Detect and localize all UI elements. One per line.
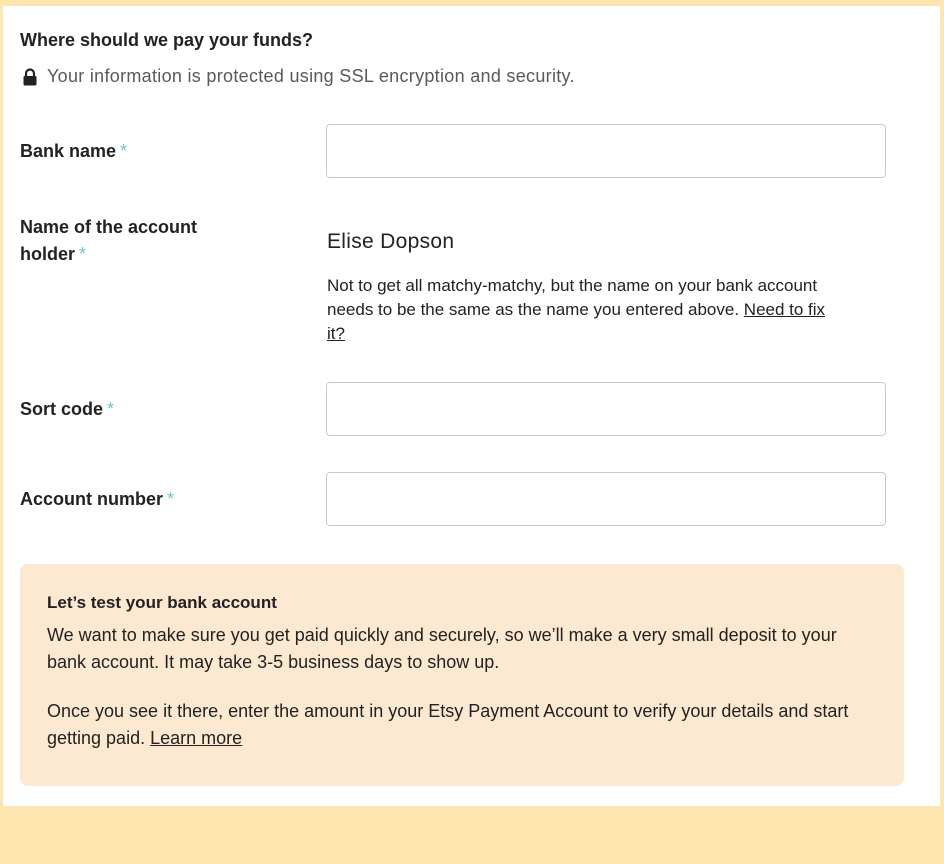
required-marker: * — [167, 489, 175, 509]
account-number-input[interactable] — [326, 472, 886, 526]
notice-title: Let’s test your bank account — [47, 593, 277, 612]
required-marker: * — [79, 244, 87, 264]
sort-code-input[interactable] — [326, 382, 886, 436]
section-heading: Where should we pay your funds? — [20, 30, 314, 50]
account-holder-label: Name of the account holder * — [20, 217, 198, 264]
required-marker: * — [120, 141, 128, 161]
security-note-text: Your information is protected using SSL encryption and security. — [47, 66, 575, 86]
bank-test-notice — [20, 564, 904, 786]
account-holder-help: Not to get all matchy-matchy, but the name on your bank account needs to be the same as the name you entered above. Need to fix it? — [327, 276, 826, 343]
fix-name-link[interactable]: Need to fix it? — [327, 300, 826, 343]
bank-name-input[interactable] — [326, 124, 886, 178]
bank-name-label: Bank name * — [20, 141, 128, 161]
security-note — [23, 66, 575, 87]
notice-paragraph-2: Once you see it there, enter the amount in your Etsy Payment Account to verify your details and start getting paid. Learn more — [47, 701, 849, 748]
account-number-label: Account number * — [20, 489, 175, 509]
sort-code-label: Sort code * — [20, 399, 115, 419]
account-holder-name: Elise Dopson — [327, 230, 455, 253]
notice-paragraph-1: We want to make sure you get paid quickly and securely, so we’ll make a very small deposit to your bank account. It may take 3-5 business days to show up. — [47, 625, 837, 672]
required-marker: * — [107, 399, 115, 419]
payout-form-card — [3, 6, 940, 806]
learn-more-link[interactable]: Learn more — [150, 728, 243, 748]
lock-icon — [23, 68, 37, 86]
